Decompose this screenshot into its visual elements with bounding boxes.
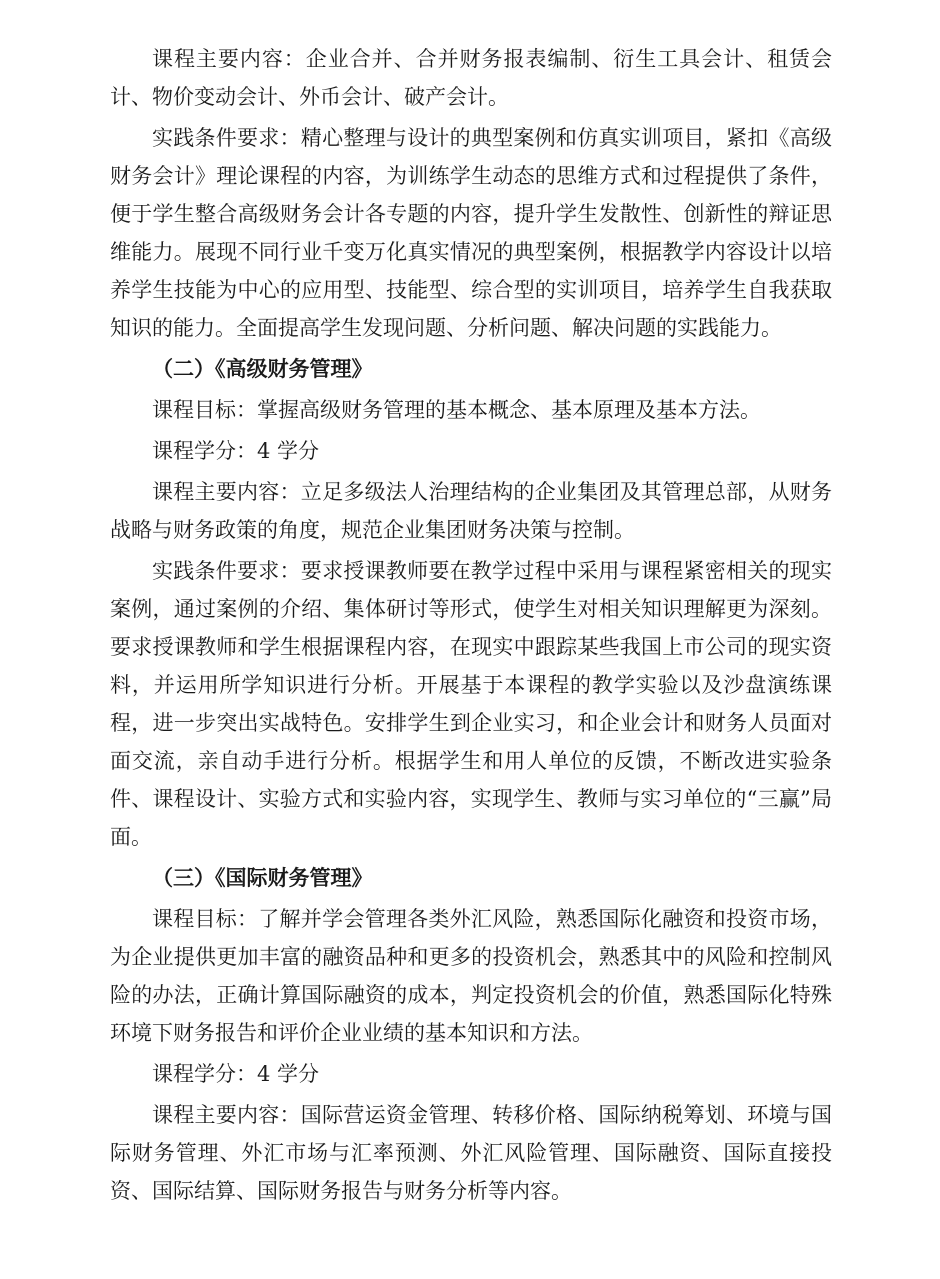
paragraph-main-content-advanced-fm: 课程主要内容：立足多级法人治理结构的企业集团及其管理总部，从财务战略与财务政策的角度，规范企业集团财务决策与控制。: [110, 480, 832, 542]
paragraph-main-content-advanced-accounting: 课程主要内容：企业合并、合并财务报表编制、衍生工具会计、租赁会计、物价变动会计、外币会计、破产会计。: [110, 47, 832, 109]
paragraph-course-objective-advanced-fm: 课程目标：掌握高级财务管理的基本概念、基本原理及基本方法。: [152, 398, 761, 422]
section-heading-advanced-financial-management: （二）《高级财务管理》: [152, 357, 373, 381]
section-heading-international-financial-management: （三）《国际财务管理》: [152, 866, 373, 890]
paragraph-course-credits-international-fm: 课程学分：4 学分: [152, 1062, 320, 1086]
paragraph-main-content-international-fm: 课程主要内容：国际营运资金管理、转移价格、国际纳税筹划、环境与国际财务管理、外汇市场与汇率预测、外汇风险管理、国际融资、国际直接投资、国际结算、国际财务报告与财务分析等内容。: [110, 1103, 832, 1203]
paragraph-practice-requirements-advanced-accounting: 实践条件要求：精心整理与设计的典型案例和仿真实训项目，紧扣《高级财务会计》理论课程的内容，为训练学生动态的思维方式和过程提供了条件，便于学生整合高级财务会计各专题的内容，提升学生发散性、创新性的辩证思维能力。展现不同行业千变万化真实情况的典型案例，根据教学内容设计以培养学生技能为中心的应用型、技能型、综合型的实训项目，培养学生自我获取知识的能力。全面提高学生发现问题、分析问题、解决问题的实践能力。: [110, 126, 832, 340]
document-page: [110, 40, 832, 1213]
paragraph-course-credits-advanced-fm: 课程学分：4 学分: [152, 439, 320, 463]
paragraph-practice-requirements-advanced-fm: 实践条件要求：要求授课教师要在教学过程中采用与课程紧密相关的现实案例，通过案例的介绍、集体研讨等形式，使学生对相关知识理解更为深刻。要求授课教师和学生根据课程内容，在现实中跟踪某些我国上市公司的现实资料，并运用所学知识进行分析。开展基于本课程的教学实验以及沙盘演练课程，进一步突出实战特色。安排学生到企业实习，和企业会计和财务人员面对面交流，亲自动手进行分析。根据学生和用人单位的反馈，不断改进实验条件、课程设计、实验方式和实验内容，实现学生、教师与实习单位的“三赢”局面。: [110, 559, 832, 849]
paragraph-course-objective-international-fm: 课程目标：了解并学会管理各类外汇风险，熟悉国际化融资和投资市场，为企业提供更加丰富的融资品种和更多的投资机会，熟悉其中的风险和控制风险的办法，正确计算国际融资的成本，判定投资机会的价值，熟悉国际化特殊环境下财务报告和评价企业业绩的基本知识和方法。: [110, 907, 832, 1045]
